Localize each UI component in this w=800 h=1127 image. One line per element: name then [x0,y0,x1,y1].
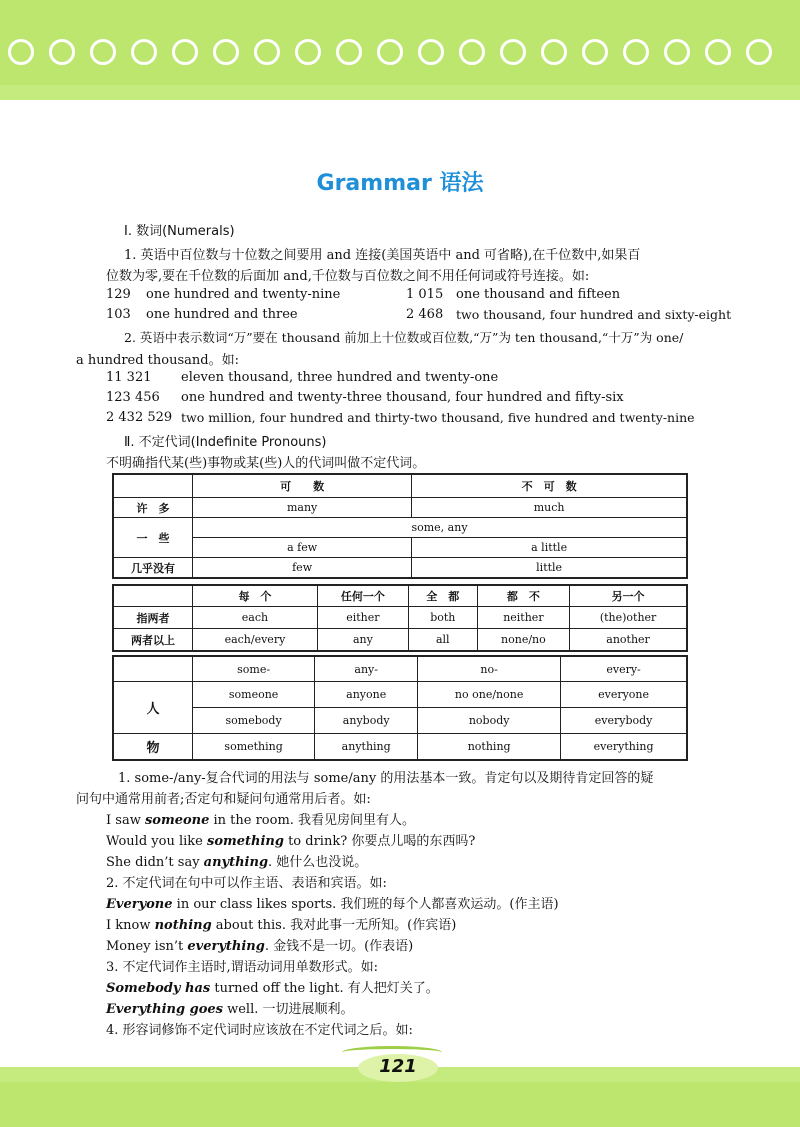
table-cell: anybody [315,708,418,734]
example-words: one hundred and twenty-three thousand, four hundred and fifty-six [181,390,624,405]
table-cell: each [193,607,318,629]
page-number: 121 [379,1056,417,1077]
ring-icon [213,39,239,65]
header-ring-decoration [8,39,798,71]
compound-pronoun-table [112,655,688,761]
ring-icon [49,39,75,65]
example-number: 2 468 [406,307,444,322]
table-header: 另一个 [570,585,687,607]
ring-icon [705,39,731,65]
example-words: eleven thousand, three hundred and twenty-one [181,370,499,385]
table-cell: each/every [193,629,318,652]
note3: 3. 不定代词作主语时,谓语动词用单数形式。如: [106,960,379,975]
note1-line2: 问句中通常用前者;否定句和疑问句通常用后者。如: [76,792,371,807]
example-number: 11 321 [106,370,152,385]
table-cell: anything [315,734,418,761]
table-cell: many [193,498,412,518]
table-cell: any [317,629,408,652]
table-cell: little [412,558,687,579]
table-header: 都 不 [477,585,569,607]
example-sentence: Money isn’t everything. 金钱不是一切。(作表语) [106,939,414,954]
header-uncountable: 不 可 数 [412,474,687,498]
ring-icon [418,39,444,65]
example-number: 129 [106,287,131,302]
example-number: 103 [106,307,131,322]
note1-line1: 1. some-/any-复合代词的用法与 some/any 的用法基本一致。肯定句以及期待肯定回答的疑 [118,771,654,786]
example-sentence: I saw someone in the room. 我看见房间里有人。 [106,813,416,828]
example-sentence: Everything goes well. 一切进展顺利。 [106,1002,354,1017]
section2-intro: 不明确指代某(些)事物或某(些)人的代词叫做不定代词。 [106,456,426,471]
example-sentence: Would you like something to drink? 你要点儿喝的东西吗? [106,834,476,849]
table-cell: everyone [561,682,687,708]
table-header: no- [418,656,561,682]
table-cell: someone [193,682,315,708]
row-label: 指两者 [113,607,193,629]
table-cell: no one/none [418,682,561,708]
table-cell: few [193,558,412,579]
table-cell: none/no [477,629,569,652]
example-words: two million, four hundred and thirty-two thousand, five hundred and twenty-nine [181,410,695,425]
example-words: one hundred and twenty-nine [146,287,341,302]
ring-icon [500,39,526,65]
example-number: 123 456 [106,390,160,405]
table-cell: (the)other [570,607,687,629]
table-header: 每 个 [193,585,318,607]
table-cell: either [317,607,408,629]
pronoun-scope-table [112,584,688,652]
table-header: some- [193,656,315,682]
pronoun-quantity-table [112,473,688,579]
example-sentence: Somebody has turned off the light. 有人把灯关了。 [106,981,439,996]
table-cell: everybody [561,708,687,734]
header-countable: 可 数 [193,474,412,498]
ring-icon [8,39,34,65]
row-label: 一 些 [113,518,193,558]
ring-icon [131,39,157,65]
ring-icon [541,39,567,65]
table-cell: something [193,734,315,761]
row-label: 许 多 [113,498,193,518]
ring-icon [623,39,649,65]
ring-icon [172,39,198,65]
table-cell: a little [412,538,687,558]
table-header: 全 都 [408,585,477,607]
example-number: 2 432 529 [106,410,173,425]
section2-heading: Ⅱ. 不定代词(Indefinite Pronouns) [124,435,327,450]
table-cell: somebody [193,708,315,734]
row-label: 两者以上 [113,629,193,652]
table-cell: everything [561,734,687,761]
example-number: 1 015 [406,287,444,302]
note2: 2. 不定代词在句中可以作主语、表语和宾语。如: [106,876,387,891]
ring-icon [459,39,485,65]
example-sentence: I know nothing about this. 我对此事一无所知。(作宾语) [106,918,457,933]
table-cell: some, any [193,518,688,538]
example-words: one hundred and three [146,307,298,322]
rule2-line2: a hundred thousand。如: [76,353,239,368]
rule2-line1: 2. 英语中表示数词“万”要在 thousand 前加上十位数或百位数,“万”为 ten thousand,“十万”为 one/ [124,330,684,345]
row-label: 人 [113,682,193,734]
section1-heading: Ⅰ. 数词(Numerals) [124,224,235,239]
table-cell: anyone [315,682,418,708]
table-header: any- [315,656,418,682]
ring-icon [254,39,280,65]
ring-icon [582,39,608,65]
ring-icon [295,39,321,65]
table-cell: another [570,629,687,652]
table-cell: all [408,629,477,652]
example-words: one thousand and fifteen [456,287,621,302]
table-cell: nobody [418,708,561,734]
rule1-line2: 位数为零,要在千位数的后面加 and,千位数与百位数之间不用任何词或符号连接。如: [106,269,590,284]
table-cell: a few [193,538,412,558]
ring-icon [377,39,403,65]
table-cell: much [412,498,687,518]
rule1-line1: 1. 英语中百位数与十位数之间要用 and 连接(美国英语中 and 可省略),在千位数中,如果百 [124,248,641,263]
ring-icon [664,39,690,65]
table-cell: nothing [418,734,561,761]
footer-band-inner [0,1082,800,1127]
ring-icon [336,39,362,65]
row-label: 物 [113,734,193,761]
example-words: two thousand, four hundred and sixty-eight [456,307,732,322]
ring-icon [90,39,116,65]
table-cell: neither [477,607,569,629]
ring-icon [746,39,772,65]
table-header: 任何一个 [317,585,408,607]
table-cell: both [408,607,477,629]
row-label: 几乎没有 [113,558,193,579]
page-title: Grammar 语法 [316,171,484,196]
table-header: every- [561,656,687,682]
example-sentence: She didn’t say anything. 她什么也没说。 [106,855,368,870]
note4: 4. 形容词修饰不定代词时应该放在不定代词之后。如: [106,1023,413,1038]
example-sentence: Everyone in our class likes sports. 我们班的每个人都喜欢运动。(作主语) [106,897,559,912]
